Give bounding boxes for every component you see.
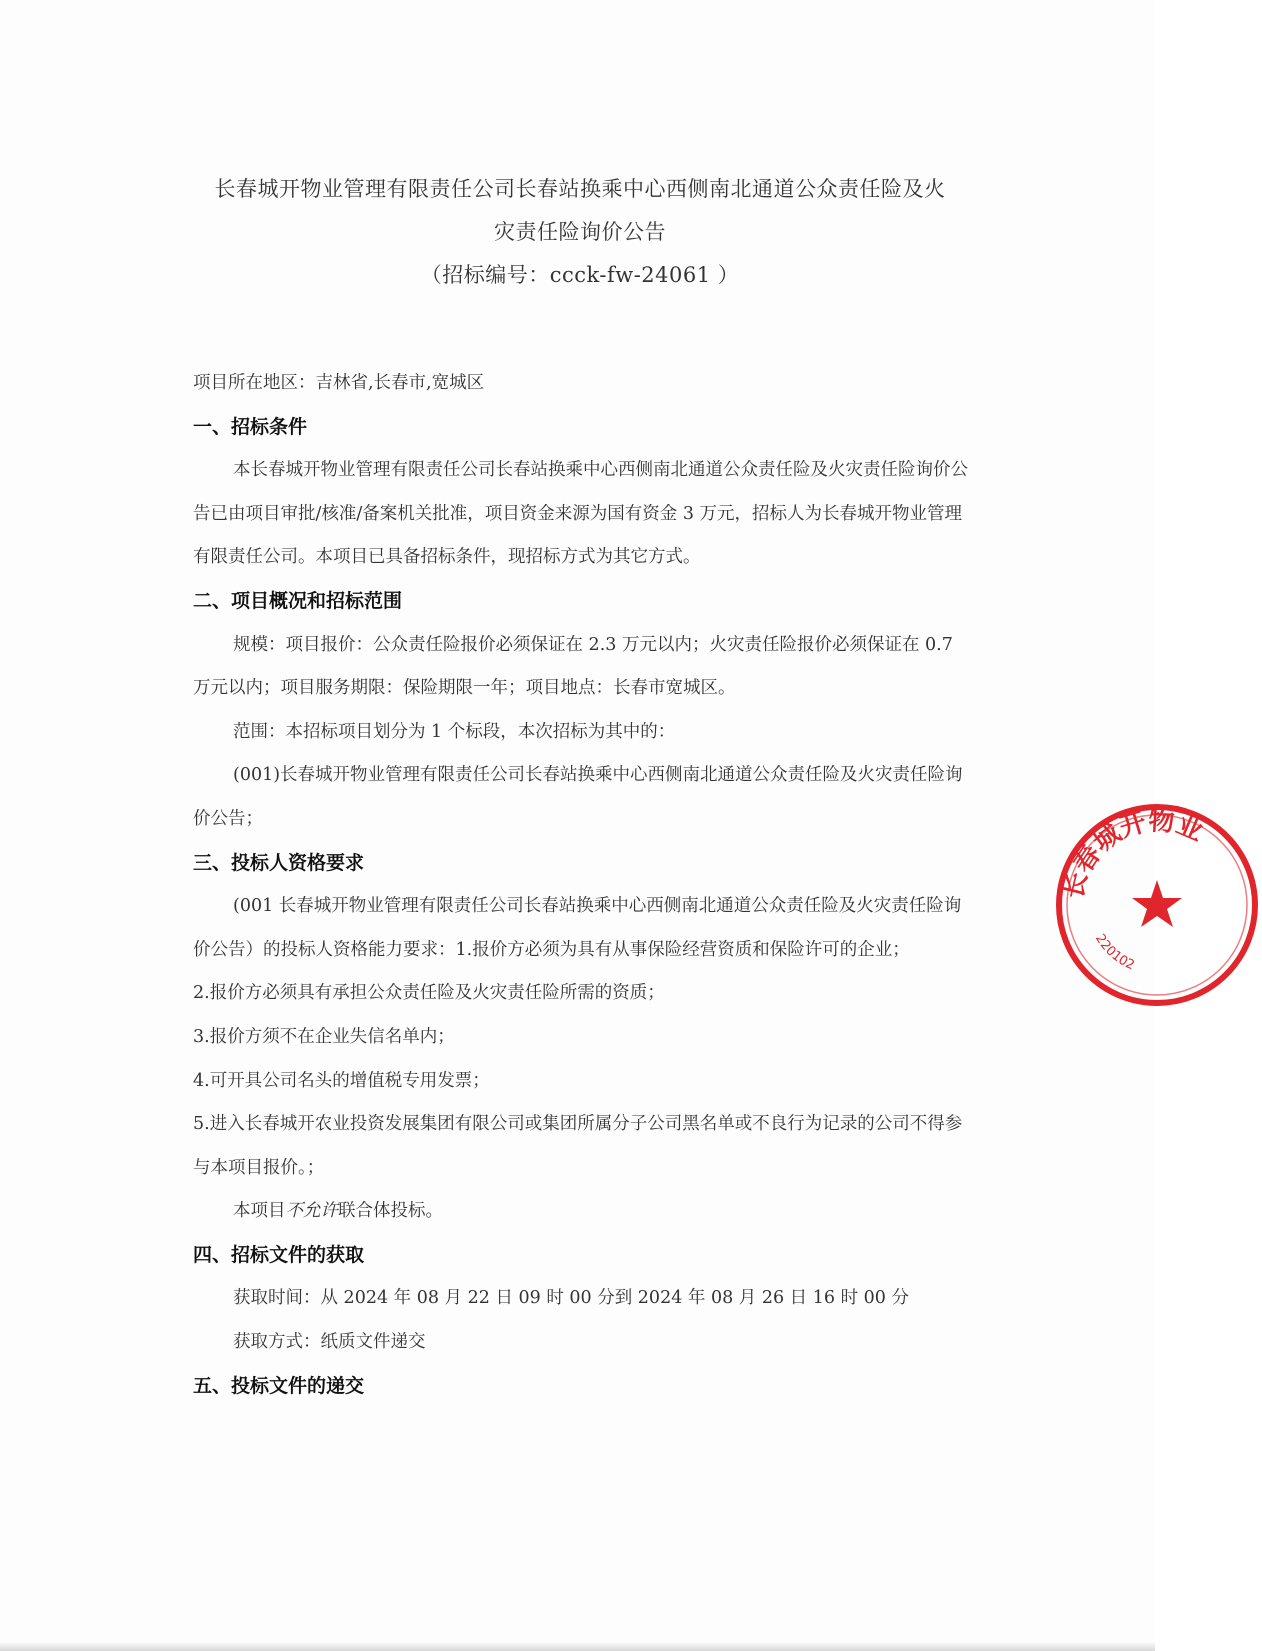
scan-edge bbox=[0, 1641, 1155, 1651]
requirement-4: 4.可开具公司名头的增值税专用发票； bbox=[193, 1070, 490, 1091]
company-seal-stamp bbox=[1052, 800, 1262, 1010]
document-title bbox=[190, 168, 970, 297]
stamp-code: 220102 bbox=[1092, 931, 1137, 974]
requirement-5: 5.进入长春城开农业投资发展集团有限公司或集团所属分子公司黑名单或不良行为记录的公司不得参与本项目报价。； bbox=[193, 1114, 963, 1178]
section-3-heading: 三、投标人资格要求 bbox=[193, 851, 365, 874]
consortium-suffix: 联合体投标。 bbox=[338, 1201, 443, 1222]
document-body bbox=[193, 362, 973, 1408]
section-2-scope: 范围：本招标项目划分为 1 个标段，本次招标为其中的： bbox=[233, 721, 676, 742]
section-4-time: 获取时间：从 2024 年 08 月 22 日 09 时 00 分到 2024 年 08 月 26 日 16 时 00 分 bbox=[233, 1288, 909, 1309]
section-2-lot: (001)长春城开物业管理有限责任公司长春站换乘中心西侧南北通道公众责任险及火灾责任险询价公告； bbox=[193, 765, 963, 829]
consortium-note bbox=[193, 1190, 973, 1234]
section-1-body: 本长春城开物业管理有限责任公司长春站换乘中心西侧南北通道公众责任险及火灾责任险询价公告已由项目审批/核准/备案机关批准，项目资金来源为国有资金 3 万元，招标人为长春城开物业管理有限责任公司。本项目已具备招标条件，现招标方式为其它方式。 bbox=[193, 460, 968, 568]
stamp-star-icon bbox=[1132, 880, 1182, 927]
tender-number: （招标编号：ccck-fw-24061 ） bbox=[420, 263, 740, 287]
consortium-flag: 不允许 bbox=[285, 1201, 338, 1222]
requirement-3: 3.报价方须不在企业失信名单内； bbox=[193, 1026, 455, 1047]
requirement-2: 2.报价方必须具有承担公众责任险及火灾责任险所需的资质； bbox=[193, 983, 665, 1004]
consortium-prefix: 本项目 bbox=[233, 1201, 286, 1222]
section-4-method: 获取方式：纸质文件递交 bbox=[233, 1332, 426, 1353]
section-4-heading: 四、招标文件的获取 bbox=[193, 1243, 365, 1266]
section-3-intro: (001 长春城开物业管理有限责任公司长春站换乘中心西侧南北通道公众责任险及火灾责任险询价公告）的投标人资格能力要求：1.报价方必须为具有从事保险经营资质和保险许可的企业； bbox=[193, 896, 962, 960]
section-1-heading: 一、招标条件 bbox=[193, 415, 308, 438]
section-2-heading: 二、项目概况和招标范围 bbox=[193, 589, 403, 612]
project-location: 项目所在地区：吉林省,长春市,宽城区 bbox=[193, 373, 485, 393]
title-line-1: 长春城开物业管理有限责任公司长春站换乘中心西侧南北通道公众责任险及火 bbox=[214, 177, 946, 201]
section-5-heading: 五、投标文件的递交 bbox=[193, 1374, 365, 1397]
stamp-arc-text: 长春城开物业 bbox=[1058, 806, 1208, 902]
title-line-2: 灾责任险询价公告 bbox=[494, 220, 666, 244]
section-2-scale: 规模：项目报价：公众责任险报价必须保证在 2.3 万元以内；火灾责任险报价必须保证在 0.7 万元以内；项目服务期限：保险期限一年；项目地点：长春市宽城区。 bbox=[193, 634, 953, 699]
